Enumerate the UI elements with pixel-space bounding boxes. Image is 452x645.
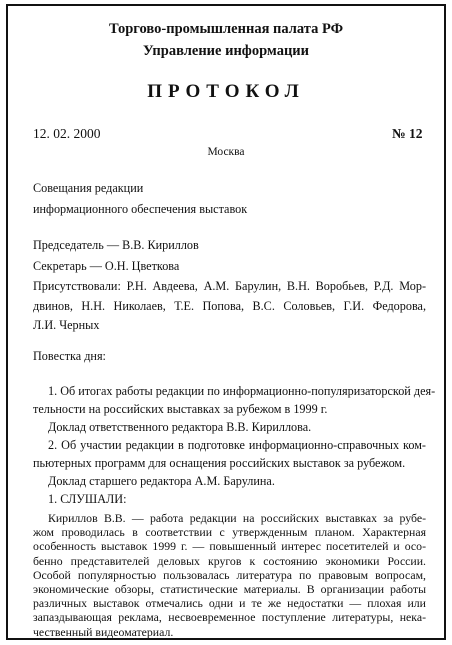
attendees-line-3: Л.И. Черных: [33, 318, 100, 332]
minutes-line: Особой популярностью пользовалась литература по правовым вопросам,: [33, 567, 426, 582]
agenda-item-2-line-2: пьютерных программ для оснащения российских выставок за рубежом.: [33, 456, 406, 470]
subject-line-1: Совещания редакции: [33, 181, 144, 195]
agenda-item-1-line-2: тельности на российских выставках за рубежом в 1999 г.: [33, 402, 328, 416]
department-name: Управление информации: [142, 43, 310, 59]
attendees-line-2: двинов, Н.Н. Николаев, Т.Е. Попова, В.С. Соловьев, Г.И. Федорова,: [33, 299, 426, 313]
agenda-item-2-line-1: 2. Об участии редакции в подготовке информационно-справочных ком-: [48, 438, 426, 452]
minutes-line: различных выставок отмечались одни и те же недостатки — плохая или: [33, 596, 426, 611]
document-date: 12. 02. 2000: [33, 126, 101, 141]
chairperson: Председатель — В.В. Кириллов: [33, 238, 199, 252]
agenda-item-1-line-1: 1. Об итогах работы редакции по информационно-популяризаторской дея-: [48, 384, 436, 398]
minutes-line: экономические обзоры, статистические материалы. В организации работы: [33, 582, 426, 596]
organization-name: Торгово-промышленная палата РФ: [108, 21, 344, 37]
minutes-line: жом проводилась в соответствии с утвержденным планом. Характерная: [33, 525, 426, 540]
heard-heading: 1. СЛУШАЛИ:: [48, 492, 127, 506]
minutes-line: особенность выставок 1999 г. — повышенный интерес посетителей и осо-: [33, 539, 426, 554]
minutes-line: запаздывающая реклама, несвоевременное поступление литературы, нека-: [33, 610, 426, 625]
agenda-item-1-report: Доклад ответственного редактора В.В. Кириллова.: [48, 420, 312, 434]
attendees-line-1: Присутствовали: Р.Н. Авдеева, А.М. Барулин, В.Н. Воробьев, Р.Д. Мор-: [33, 279, 426, 293]
subject-line-2: информационного обеспечения выставок: [33, 202, 248, 216]
minutes-line: Кириллов В.В. — работа редакции на российских выставках за рубе-: [48, 511, 426, 525]
secretary: Секретарь — О.Н. Цветкова: [33, 259, 180, 273]
document-city: Москва: [207, 146, 245, 158]
document-number: № 12: [392, 126, 423, 141]
agenda-item-2-report: Доклад старшего редактора А.М. Барулина.: [48, 474, 275, 488]
protocol-document: [6, 4, 446, 640]
minutes-line: бенно представителей деловых кругов к состоянию экономики России.: [33, 553, 426, 568]
agenda-heading: Повестка дня:: [33, 349, 106, 363]
document-title: ПРОТОКОЛ: [147, 81, 305, 102]
minutes-line: чественный видеоматериал.: [33, 624, 174, 639]
